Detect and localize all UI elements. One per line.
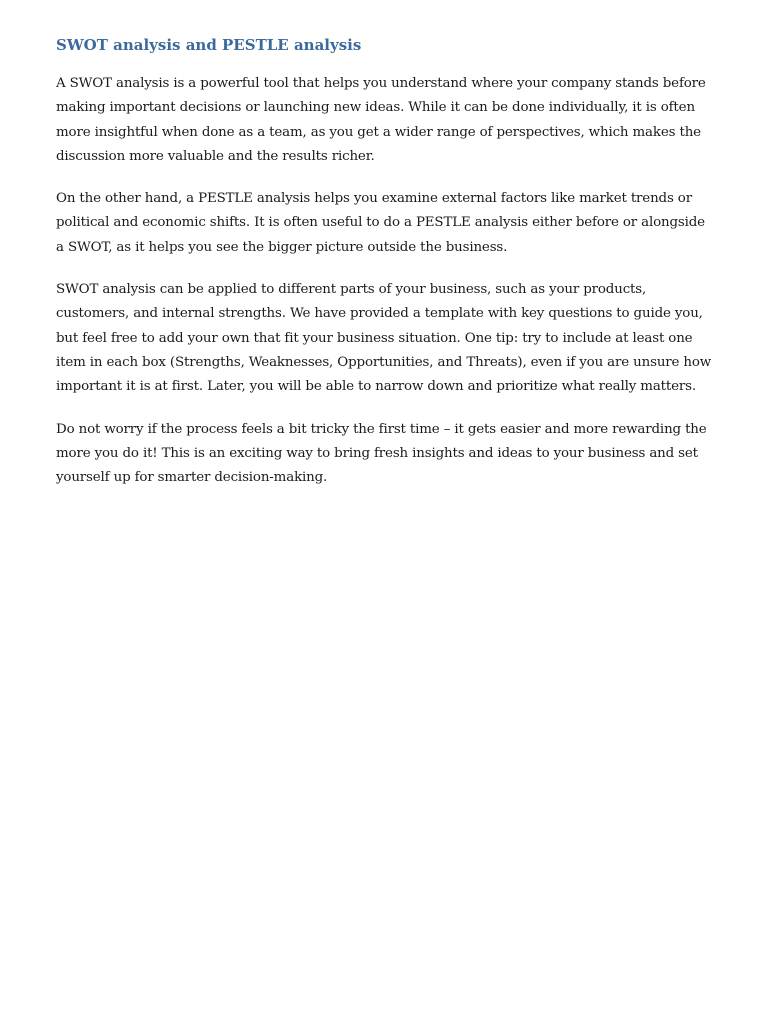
paragraph-encouragement: Do not worry if the process feels a bit tricky the first time – it gets easier and more rewarding the more you do it! This is an exciting way to bring fresh insights and ideas to your business and set yourself up for smarter decision-making.	[56, 421, 707, 486]
section-heading: SWOT analysis and PESTLE analysis	[56, 36, 362, 54]
document-body	[56, 32, 712, 508]
paragraph-pestle-intro: On the other hand, a PESTLE analysis helps you examine external factors like market trends or political and economic shifts. It is often useful to do a PESTLE analysis either before or alongside a SWOT, as it helps you see the bigger picture outside the business.	[56, 191, 705, 255]
paragraph-swot-intro: A SWOT analysis is a powerful tool that helps you understand where your company stands before making important decisions or launching new ideas. While it can be done individually, it is often more insightful when done as a team, as you get a wider range of perspectives, which makes the discussion more valuable and the results richer.	[56, 76, 706, 164]
paragraph-swot-application: SWOT analysis can be applied to different parts of your business, such as your products, customers, and internal strengths. We have provided a template with key questions to guide you, but feel free to add your own that fit your business situation. One tip: try to include at least one item in each box (Strengths, Weaknesses, Opportunities, and Threats), even if you are unsure how important it is at first. Later, you will be able to narrow down and prioritize what really matters.	[56, 282, 712, 395]
